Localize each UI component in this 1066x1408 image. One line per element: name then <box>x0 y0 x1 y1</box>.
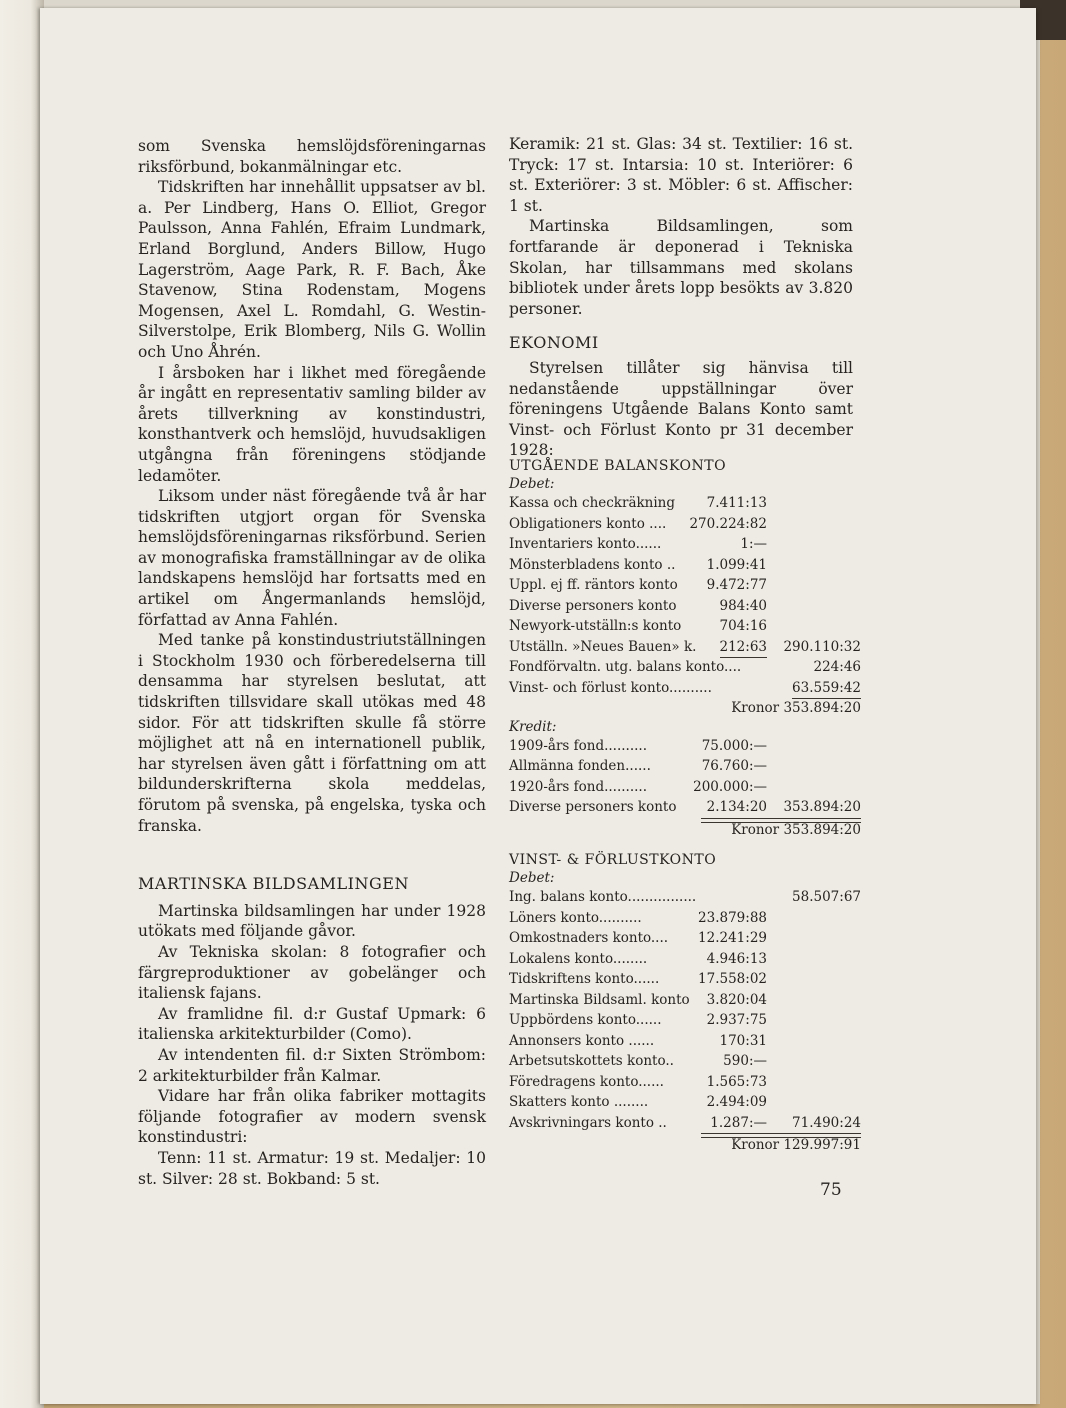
paragraph: Tenn: 11 st. Armatur: 19 st. Medaljer: 10 st. Silver: 28 st. Bokband: 5 st. <box>138 1148 486 1188</box>
right-column <box>509 134 853 461</box>
account-row <box>509 575 861 596</box>
account-sum: 71.490:24 <box>792 1114 861 1131</box>
account-label: Inventariers konto...... <box>509 536 662 552</box>
account-row <box>509 1072 861 1093</box>
paragraph: I årsboken har i likhet med föregående år ingått en representativ samling bilder av årets tillverkning av konstindustri, konsthantverk och hemslöjd, huvudsakligen utgångna från föreningens stödjande ledamöter. <box>138 363 486 485</box>
account-row <box>509 616 861 637</box>
total-value: 353.894:20 <box>783 700 861 716</box>
balance-heading: UTGÅENDE BALANSKONTO <box>509 458 727 474</box>
account-label: Utställn. »Neues Bauen» k. <box>509 638 697 655</box>
account-label: Uppl. ej ff. räntors konto <box>509 577 678 593</box>
profit-loss-heading: VINST- & FÖRLUSTKONTO <box>509 852 717 868</box>
debet-label: Debet: <box>509 870 555 886</box>
account-row <box>509 555 861 576</box>
account-amount: 984:40 <box>719 597 767 614</box>
account-row <box>509 908 861 929</box>
account-amount: 200.000:— <box>693 778 767 795</box>
account-label: Föredragens konto...... <box>509 1073 664 1090</box>
account-label: 1909-års fond.......... <box>509 737 648 754</box>
account-label: Mönsterbladens konto .. <box>509 556 676 573</box>
account-row <box>509 777 861 798</box>
total-label: Kronor <box>731 700 780 716</box>
total-label: Kronor <box>731 1137 780 1153</box>
account-label: Arbetsutskottets konto.. <box>509 1053 674 1069</box>
account-row <box>509 797 861 818</box>
account-row <box>509 534 861 555</box>
total-label: Kronor <box>731 821 780 838</box>
page-number: 75 <box>820 1180 842 1200</box>
account-sum: 58.507:67 <box>792 889 861 905</box>
profit-loss-total <box>509 1135 861 1156</box>
account-row <box>509 887 861 908</box>
balance-account <box>509 456 861 1156</box>
account-label: Vinst- och förlust konto.......... <box>509 679 712 696</box>
account-label: Diverse personers konto <box>509 597 677 614</box>
paragraph: som Svenska hemslöjdsföreningarnas riksförbund, bokanmälningar etc. <box>138 137 486 176</box>
account-amount: 17.558:02 <box>698 971 767 987</box>
account-amount: 12.241:29 <box>698 930 767 946</box>
balance-debet-rows <box>509 493 861 698</box>
account-row <box>509 514 861 535</box>
account-amount: 7.411:13 <box>706 495 767 511</box>
account-amount: 76.760:— <box>701 758 767 774</box>
paragraph: Av intendenten fil. d:r Sixten Strömbom: 2 arkitekturbilder från Kalmar. <box>138 1045 486 1085</box>
account-amount: 2.494:09 <box>706 1094 767 1110</box>
account-label: Skatters konto ........ <box>509 1094 649 1110</box>
section-heading: EKONOMI <box>509 333 599 353</box>
account-sum: 290.110:32 <box>783 638 861 655</box>
account-amount: 9.472:77 <box>706 577 767 593</box>
account-amount: 590:— <box>723 1053 767 1069</box>
account-label: Diverse personers konto <box>509 799 677 815</box>
section-heading: MARTINSKA BILDSAMLINGEN <box>138 874 409 894</box>
account-row <box>509 1092 861 1113</box>
account-label: Avskrivningars konto .. <box>509 1114 667 1131</box>
account-row <box>509 678 861 699</box>
left-page-edge <box>0 0 44 1408</box>
balance-debet-total <box>509 698 861 719</box>
account-sum: 353.894:20 <box>783 799 861 815</box>
account-amount: 3.820:04 <box>706 991 767 1008</box>
account-row <box>509 1051 861 1072</box>
kredit-label: Kredit: <box>509 718 557 735</box>
account-amount: 1:— <box>740 536 767 552</box>
account-label: Tidskriftens konto...... <box>509 971 660 987</box>
left-column <box>138 136 486 1189</box>
account-label: Uppbördens konto...... <box>509 1012 662 1028</box>
account-amount: 1.565:73 <box>706 1073 767 1090</box>
debet-label: Debet: <box>509 476 555 492</box>
paragraph: Martinska Bildsamlingen, som fortfarande är deponerad i Tekniska Skolan, har tillsammans med skolans bibliotek under årets lopp besökts av 3.820 personer. <box>509 217 853 318</box>
account-amount: 4.946:13 <box>706 950 767 967</box>
account-row <box>509 637 861 658</box>
account-row <box>509 756 861 777</box>
account-amount: 704:16 <box>719 618 767 634</box>
paragraph: Med tanke på konstindustriutställningen i Stockholm 1930 och förberedelserna till densamma har styrelsen beslutat, att tidskriften tillsvidare skall utökas med 48 sidor. För att tidskriften skulle få större möjlighet att nå en internationell publik, har styrelsen även gått i författning om att bildunderskrifterna skola meddelas, förutom på svenska, på engelska, tyska och franska. <box>138 631 486 835</box>
account-label: Annonsers konto ...... <box>509 1032 655 1049</box>
paragraph: Keramik: 21 st. Glas: 34 st. Textilier: 16 st. Tryck: 17 st. Intarsia: 10 st. Interiörer: 6 st. Exteriörer: 3 st. Möbler: 6 st. Affischer: 1 st. <box>509 135 853 215</box>
account-label: Ing. balans konto................ <box>509 889 697 905</box>
paragraph: Tidskriften har innehållit uppsatser av bl. a. Per Lindberg, Hans O. Elliot, Gregor Paulsson, Anna Fahlén, Efraim Lundmark, Erland Borglund, Anders Billow, Hugo Lagerström, Aage Park, R. F. Bach, Åke Stavenow, Stina Rodenstam, Mogens Mogensen, Axel L. Romdahl, G. Westin-Silverstolpe, Erik Blomberg, Nils G. Wollin och Uno Åhrén. <box>138 178 486 361</box>
total-value: 129.997:91 <box>783 1137 861 1153</box>
book-page <box>40 8 1036 1404</box>
account-row <box>509 1010 861 1031</box>
account-row <box>509 969 861 990</box>
account-row <box>509 990 861 1011</box>
account-row <box>509 657 861 678</box>
account-label: Fondförvaltn. utg. balans konto.... <box>509 659 742 675</box>
account-row <box>509 928 861 949</box>
account-row <box>509 736 861 757</box>
account-label: Kassa och checkräkning <box>509 495 676 511</box>
paragraph: Liksom under näst föregående två år har tidskriften utgjort organ för Svenska hemslöjdsföreningarnas riksförbund. Serien av monografiska framställningar av de olika landskapens hemslöjd har fortsatts med en artikel om Ångermanlands hemslöjd, författad av Anna Fahlén. <box>138 487 486 629</box>
paragraph: Vidare har från olika fabriker mottagits följande fotografier av modern svensk konstindustri: <box>138 1087 486 1147</box>
paragraph: Av Tekniska skolan: 8 fotografier och färgreproduktioner av gobelänger och italiensk fajans. <box>138 942 486 1003</box>
account-amount: 1.287:— <box>710 1113 767 1135</box>
account-label: Allmänna fonden...... <box>509 758 651 774</box>
account-amount: 2.134:20 <box>707 797 767 819</box>
account-row <box>509 1031 861 1052</box>
account-amount: 212:63 <box>720 637 768 659</box>
account-amount: 270.224:82 <box>689 515 767 532</box>
balance-kredit-rows <box>509 736 861 818</box>
account-row <box>509 1113 861 1134</box>
account-label: Martinska Bildsaml. konto <box>509 991 690 1008</box>
account-sum: 224:46 <box>813 659 861 675</box>
account-label: 1920-års fond.......... <box>509 778 648 795</box>
total-value: 353.894:20 <box>783 821 861 838</box>
balance-kredit-total <box>509 820 861 841</box>
account-amount: 23.879:88 <box>698 909 767 926</box>
account-amount: 170:31 <box>719 1032 767 1049</box>
account-amount: 2.937:75 <box>706 1012 767 1028</box>
account-amount: 75.000:— <box>701 737 767 754</box>
account-row <box>509 949 861 970</box>
account-row <box>509 596 861 617</box>
account-sum: 63.559:42 <box>792 678 861 700</box>
account-row <box>509 493 861 514</box>
paragraph: Styrelsen tillåter sig hänvisa till nedanstående uppställningar över föreningens Utgående Balans Konto samt Vinst- och Förlust Konto pr 31 december 1928: <box>509 358 853 460</box>
paragraph: Martinska bildsamlingen har under 1928 utökats med följande gåvor. <box>138 901 486 941</box>
account-label: Omkostnaders konto.... <box>509 930 669 946</box>
paragraph: Av framlidne fil. d:r Gustaf Upmark: 6 italienska arkitekturbilder (Como). <box>138 1004 486 1044</box>
account-label: Löners konto.......... <box>509 909 642 926</box>
profit-loss-rows <box>509 887 861 1133</box>
account-label: Newyork-utställn:s konto <box>509 618 682 634</box>
account-amount: 1.099:41 <box>706 556 767 573</box>
account-label: Obligationers konto .... <box>509 515 667 532</box>
account-label: Lokalens konto........ <box>509 950 648 967</box>
